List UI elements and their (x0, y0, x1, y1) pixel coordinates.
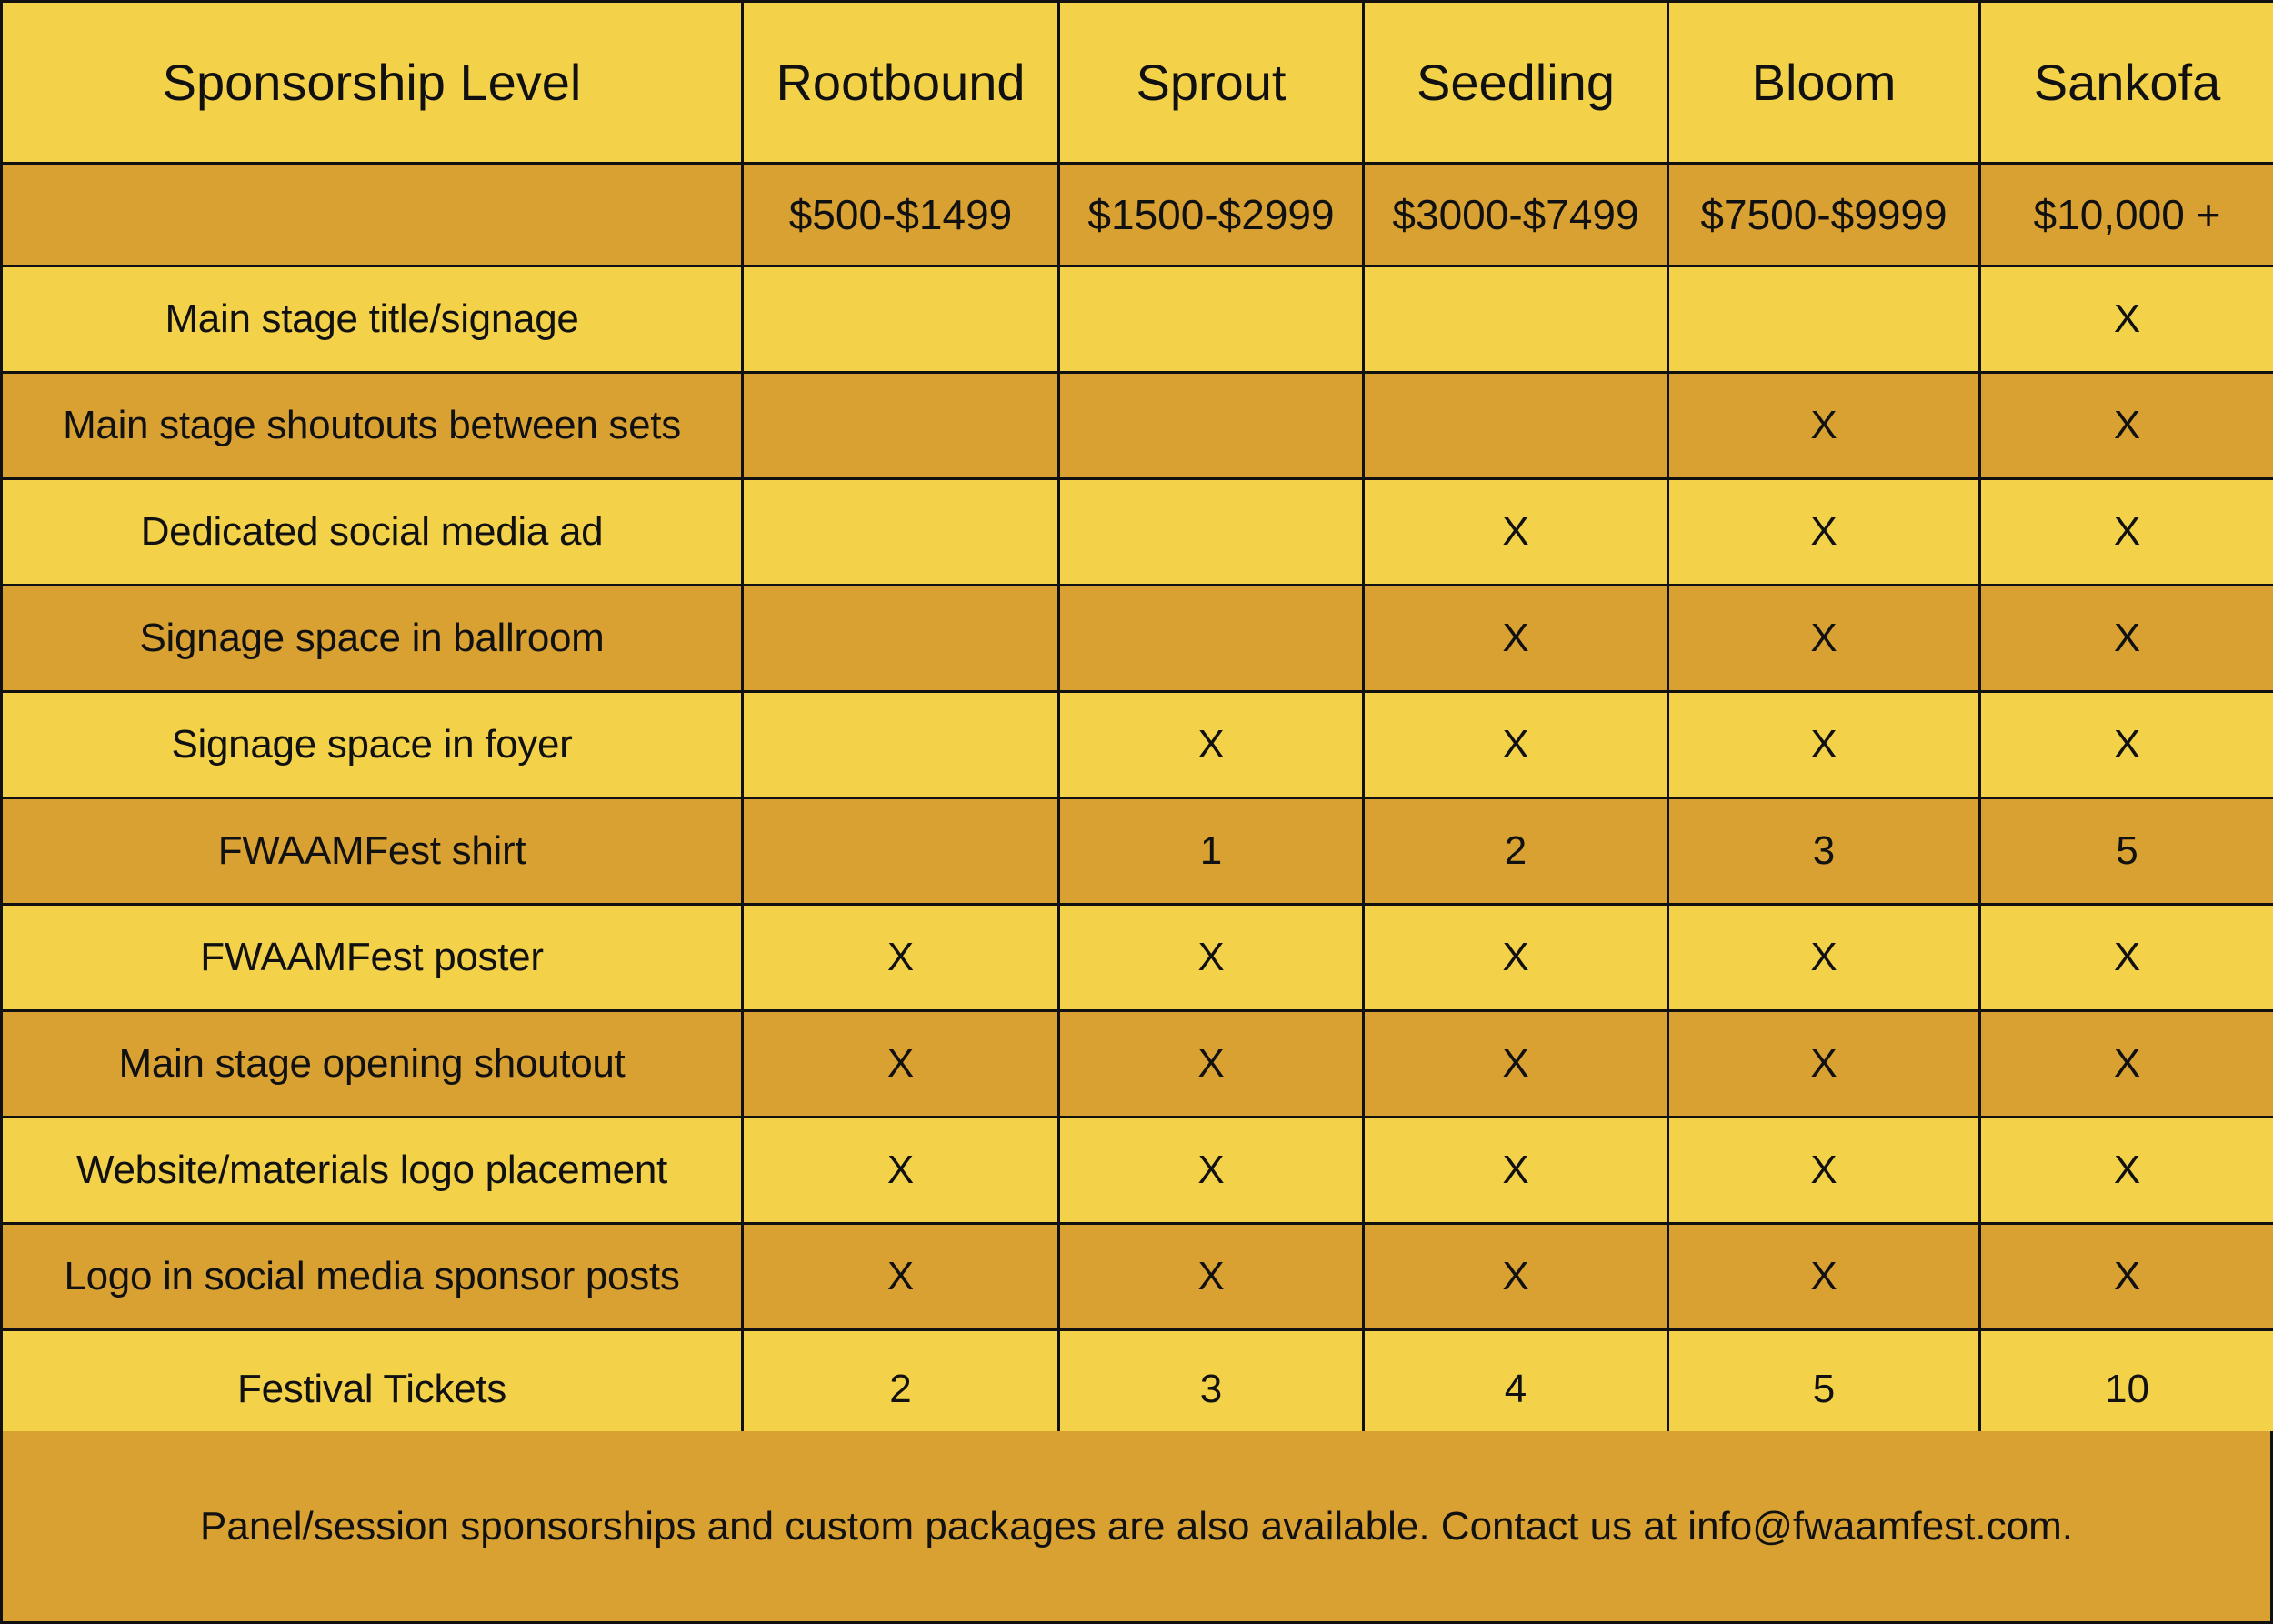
benefit-value: X (1364, 479, 1668, 586)
benefit-label: Logo in social media sponsor posts (2, 1224, 743, 1330)
benefit-value: X (1668, 479, 1980, 586)
benefit-value: 5 (1980, 798, 2273, 905)
tier-header-rootbound: Rootbound (743, 2, 1059, 164)
benefit-value: X (1364, 586, 1668, 692)
benefit-label: Signage space in ballroom (2, 586, 743, 692)
benefit-value: 4 (1364, 1330, 1668, 1449)
benefit-value (743, 373, 1059, 479)
benefit-row (2, 1224, 2273, 1330)
benefit-value (1059, 479, 1364, 586)
benefit-label: FWAAMFest poster (2, 905, 743, 1011)
benefit-value: X (743, 1118, 1059, 1224)
benefit-row (2, 692, 2273, 798)
benefit-value: X (1980, 586, 2273, 692)
benefit-value: X (1980, 905, 2273, 1011)
benefit-value: X (1668, 586, 1980, 692)
benefit-label: Signage space in foyer (2, 692, 743, 798)
benefit-value (743, 798, 1059, 905)
benefit-value (743, 586, 1059, 692)
benefit-label: Festival Tickets (2, 1330, 743, 1449)
tier-header-bloom: Bloom (1668, 2, 1980, 164)
benefit-label: Website/materials logo placement (2, 1118, 743, 1224)
benefit-value: X (1364, 1011, 1668, 1118)
benefit-value (1059, 266, 1364, 373)
benefit-value (1364, 373, 1668, 479)
benefit-value: X (1980, 692, 2273, 798)
benefit-value: X (1980, 1118, 2273, 1224)
benefit-value: X (1059, 692, 1364, 798)
price-rootbound: $500-$1499 (743, 164, 1059, 266)
benefit-row (2, 586, 2273, 692)
benefit-row (2, 905, 2273, 1011)
benefit-value: X (1668, 692, 1980, 798)
benefit-value: 2 (743, 1330, 1059, 1449)
benefit-value: 3 (1059, 1330, 1364, 1449)
benefit-value: X (1980, 479, 2273, 586)
price-row (2, 164, 2273, 266)
benefit-value: X (1980, 373, 2273, 479)
benefit-value: X (1980, 266, 2273, 373)
benefit-value: X (1059, 1011, 1364, 1118)
benefit-value: X (743, 1011, 1059, 1118)
price-sankofa: $10,000 + (1980, 164, 2273, 266)
benefit-value: X (1668, 905, 1980, 1011)
benefit-row (2, 798, 2273, 905)
price-sprout: $1500-$2999 (1059, 164, 1364, 266)
sponsorship-level-header: Sponsorship Level (2, 2, 743, 164)
price-label-cell (2, 164, 743, 266)
benefit-value: X (743, 905, 1059, 1011)
benefit-value: X (1668, 373, 1980, 479)
benefit-row (2, 373, 2273, 479)
benefit-value (743, 266, 1059, 373)
tier-header-seedling: Seedling (1364, 2, 1668, 164)
footer-note: Panel/session sponsorships and custom packages are also available. Contact us at info@fwaamfest.com. (200, 1503, 2073, 1549)
benefit-value: X (1668, 1011, 1980, 1118)
benefit-value: 3 (1668, 798, 1980, 905)
benefit-value: X (743, 1224, 1059, 1330)
benefit-value: 10 (1980, 1330, 2273, 1449)
tier-header-sankofa: Sankofa (1980, 2, 2273, 164)
benefit-value (743, 692, 1059, 798)
benefit-label: Dedicated social media ad (2, 479, 743, 586)
benefit-row (2, 479, 2273, 586)
benefit-value: X (1059, 1118, 1364, 1224)
benefit-row (2, 1118, 2273, 1224)
benefit-value: 2 (1364, 798, 1668, 905)
benefit-value (1668, 266, 1980, 373)
benefit-value (743, 479, 1059, 586)
benefit-label: FWAAMFest shirt (2, 798, 743, 905)
tier-header-sprout: Sprout (1059, 2, 1364, 164)
benefit-value (1059, 373, 1364, 479)
benefit-value: X (1980, 1011, 2273, 1118)
benefit-value: X (1668, 1118, 1980, 1224)
benefit-value: X (1668, 1224, 1980, 1330)
price-seedling: $3000-$7499 (1364, 164, 1668, 266)
benefit-value: X (1980, 1224, 2273, 1330)
benefit-value: 5 (1668, 1330, 1980, 1449)
footer-note-panel (0, 1431, 2273, 1624)
benefit-value: X (1059, 905, 1364, 1011)
benefit-value (1059, 586, 1364, 692)
header-row (2, 2, 2273, 164)
benefit-row-festival-tickets (2, 1330, 2273, 1449)
benefit-label: Main stage title/signage (2, 266, 743, 373)
benefit-value: 1 (1059, 798, 1364, 905)
benefit-value: X (1059, 1224, 1364, 1330)
benefit-row (2, 266, 2273, 373)
price-bloom: $7500-$9999 (1668, 164, 1980, 266)
benefit-value: X (1364, 692, 1668, 798)
benefit-value: X (1364, 905, 1668, 1011)
benefit-label: Main stage shoutouts between sets (2, 373, 743, 479)
benefit-value (1364, 266, 1668, 373)
benefit-value: X (1364, 1118, 1668, 1224)
benefit-row (2, 1011, 2273, 1118)
benefit-label: Main stage opening shoutout (2, 1011, 743, 1118)
benefit-value: X (1364, 1224, 1668, 1330)
